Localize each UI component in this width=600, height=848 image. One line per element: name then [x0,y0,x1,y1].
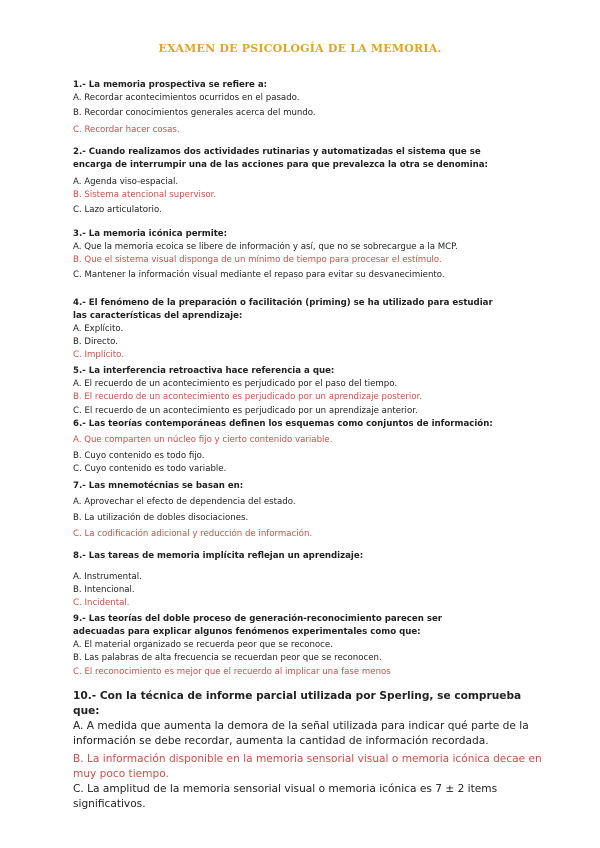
question-stem: 8.- Las tareas de memoria implícita reflejan un aprendizaje: [73,551,364,561]
option-b-correct: B. Sistema atencional supervisor. [73,190,217,200]
option-c: C. La amplitud de la memoria sensorial visual o memoria icónica es 7 ± 2 items significativos. [73,783,498,810]
question-1 [73,79,533,137]
option-a: A. El recuerdo de un acontecimiento es perjudicado por el paso del tiempo. [73,379,398,389]
option-c: C. Cuyo contenido es todo variable. [73,464,227,474]
question-2 [73,146,521,217]
option-a: A. A medida que aumenta la demora de la señal utilizada para indicar qué parte de la información se debe recordar, aumenta la cantidad de información recordada. [73,720,529,747]
option-a: A. Agenda viso-espacial. [73,177,179,187]
option-a: A. Aprovechar el efecto de dependencia del estado. [73,497,296,507]
question-8 [73,550,533,610]
question-stem: 6.- Las teorías contemporáneas definen los esquemas como conjuntos de información: [73,419,493,429]
option-b: B. Intencional. [73,585,135,595]
option-a: A. El material organizado se recuerda peor que se reconoce. [73,640,333,650]
option-b: B. La utilización de dobles disociaciones. [73,513,249,523]
question-stem: 2.- Cuando realizamos dos actividades rutinarias y automatizadas el sistema que se encarga de interrumpir una de las acciones para que prevalezca la otra se denomina: [73,147,488,170]
question-stem: 3.- La memoria icónica permite: [73,229,228,239]
exam-title: EXAMEN DE PSICOLOGÍA DE LA MEMORIA. [158,42,442,55]
option-b: B. Directo. [73,337,118,347]
option-a: A. Explícito. [73,324,124,334]
question-stem: 9.- Las teorías del doble proceso de generación-reconocimiento parecen ser adecuadas para explicar algunos fenómenos experimentales como que: [73,614,443,637]
option-a-correct: A. Que comparten un núcleo fijo y cierto contenido variable. [73,435,333,445]
option-c-correct: C. Implícito. [73,350,124,360]
question-stem: 10.- Con la técnica de informe parcial utilizada por Sperling, se comprueba que: [73,690,522,717]
question-stem: 7.- Las mnemotécnias se basan en: [73,481,244,491]
question-5 [73,365,533,418]
question-4 [73,297,503,362]
option-c: C. Lazo articulatorio. [73,205,162,215]
option-c-correct: C. Recordar hacer cosas. [73,125,180,135]
option-c-correct: C. La codificación adicional y reducción de información. [73,529,313,539]
option-c: C. Mantener la información visual mediante el repaso para evitar su desvanecimiento. [73,270,445,280]
question-stem: 5.- La interferencia retroactiva hace referencia a que: [73,366,335,376]
question-stem: 1.- La memoria prospectiva se refiere a: [73,80,268,90]
option-c: C. El recuerdo de un acontecimiento es perjudicado por un aprendizaje anterior. [73,406,418,416]
option-b-correct: B. Que el sistema visual disponga de un mínimo de tiempo para procesar el estímulo. [73,255,442,265]
option-c-correct: C. Incidental. [73,598,130,608]
question-9 [73,613,453,679]
question-10 [73,689,543,812]
option-c-correct: C. El reconocimiento es mejor que el recuerdo al implicar una fase menos [73,667,391,677]
option-b: B. Cuyo contenido es todo fijo. [73,451,205,461]
option-a: A. Que la memoria ecoica se libere de información y así, que no se sobrecargue a la MCP. [73,242,458,252]
question-6 [73,418,533,476]
option-b-correct: B. La información disponible en la memoria sensorial visual o memoria icónica decae en muy poco tiempo. [73,753,542,780]
option-b: B. Recordar conocimientos generales acerca del mundo. [73,108,316,118]
option-b: B. Las palabras de alta frecuencia se recuerdan peor que se reconocen. [73,653,382,663]
question-3 [73,228,543,282]
question-7 [73,480,533,541]
question-stem: 4.- El fenómeno de la preparación o facilitación (priming) se ha utilizado para estudiar las características del aprendizaje: [73,298,493,321]
option-a: A. Instrumental. [73,572,142,582]
option-b-correct: B. El recuerdo de un acontecimiento es perjudicado por un aprendizaje posterior. [73,392,423,402]
option-a: A. Recordar acontecimientos ocurridos en el pasado. [73,93,300,103]
